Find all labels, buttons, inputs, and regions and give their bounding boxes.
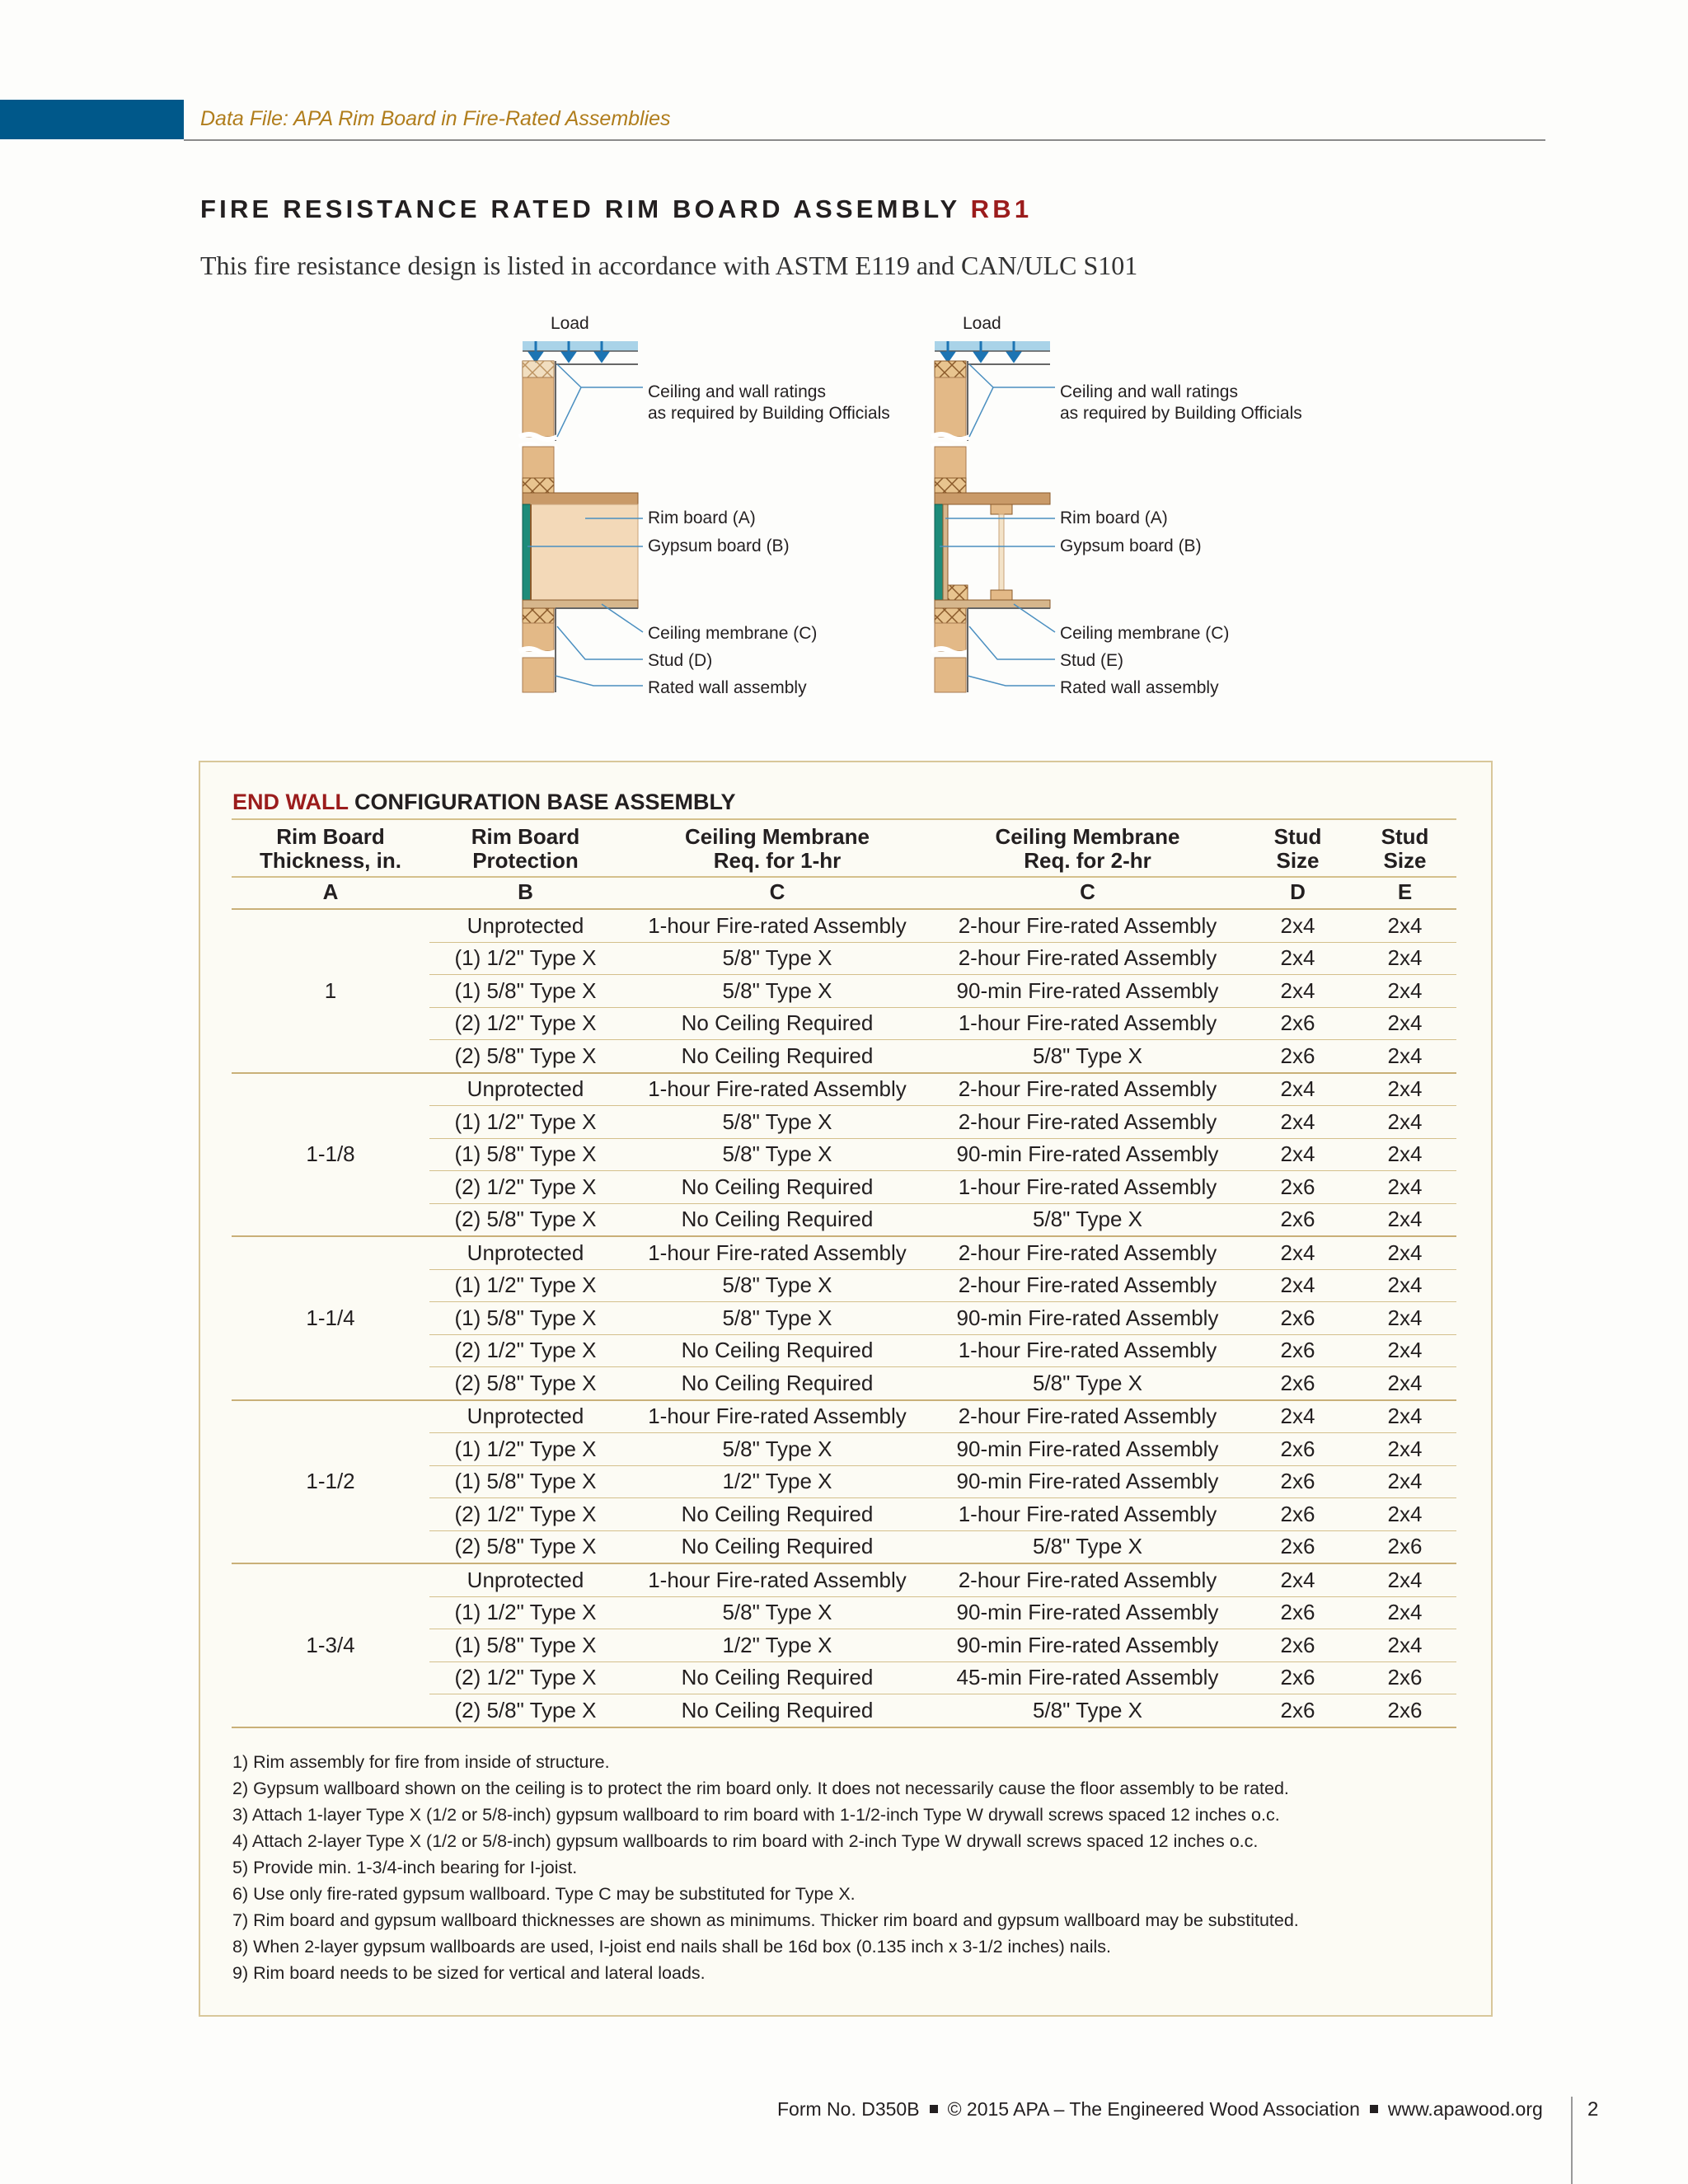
table-cell: Unprotected (429, 1236, 621, 1269)
table-cell: 2-hour Fire-rated Assembly (933, 1269, 1242, 1302)
table-cell: 2x4 (1242, 909, 1353, 942)
diagram-2 (931, 341, 1055, 692)
table-cell: 1-hour Fire-rated Assembly (621, 1236, 933, 1269)
data-file-label: Data File: APA Rim Board in Fire-Rated Assemblies (200, 107, 671, 130)
table-cell: 5/8" Type X (621, 1106, 933, 1139)
table-cell: 1-hour Fire-rated Assembly (933, 1498, 1242, 1531)
table-cell: 2x4 (1353, 1498, 1456, 1531)
column-header: Stud Size (1242, 819, 1353, 877)
table-cell: 2x6 (1242, 1302, 1353, 1335)
diagram-1 (519, 341, 643, 692)
table-cell: (2) 5/8" Type X (429, 1203, 621, 1236)
table-cell: 2x4 (1353, 1465, 1456, 1498)
table-cell: 2x4 (1353, 1367, 1456, 1400)
table-cell: 2x6 (1353, 1661, 1456, 1694)
table-title-highlight: END WALL (232, 790, 349, 814)
table-cell: 2x4 (1353, 1106, 1456, 1139)
header-accent-bar (0, 100, 184, 139)
diagram-2-gypsum-label: Gypsum board (B) (1060, 537, 1202, 555)
table-cell: 1/2" Type X (621, 1465, 933, 1498)
column-letter: C (933, 877, 1242, 909)
table-cell: 90-min Fire-rated Assembly (933, 975, 1242, 1008)
column-header: Ceiling Membrane Req. for 1-hr (621, 819, 933, 877)
table-cell: (2) 5/8" Type X (429, 1040, 621, 1073)
table-cell: 2x4 (1353, 1302, 1456, 1335)
assembly-code: RB1 (970, 194, 1033, 223)
diagram-2-wall-label: Rated wall assembly (1060, 678, 1219, 697)
table-cell: 2x4 (1242, 1563, 1353, 1596)
table-cell: 90-min Fire-rated Assembly (933, 1302, 1242, 1335)
table-cell: 2-hour Fire-rated Assembly (933, 1400, 1242, 1433)
footnote-item: 7) Rim board and gypsum wallboard thicknesses are shown as minimums. Thicker rim board and gypsum wallboard may be substituted. (232, 1910, 1299, 1930)
table-cell: 2-hour Fire-rated Assembly (933, 1106, 1242, 1139)
table-cell: 2x4 (1353, 1138, 1456, 1171)
table-cell: (1) 1/2" Type X (429, 1106, 621, 1139)
table-header-row (232, 819, 1456, 877)
column-header: Ceiling Membrane Req. for 2-hr (933, 819, 1242, 877)
table-cell: 2x4 (1242, 1269, 1353, 1302)
table-cell: 2x4 (1353, 1596, 1456, 1629)
table-cell: 2-hour Fire-rated Assembly (933, 909, 1242, 942)
table-cell: No Ceiling Required (621, 1334, 933, 1367)
header-rule (184, 139, 1545, 141)
diagram-2-ratings-label: Ceiling and wall ratings (1060, 382, 1238, 401)
table-cell: 1-hour Fire-rated Assembly (933, 1007, 1242, 1040)
table-cell: Unprotected (429, 1400, 621, 1433)
bullet-square-icon (1370, 2105, 1378, 2113)
table-cell: (1) 5/8" Type X (429, 1629, 621, 1662)
diagram-1-load-label: Load (551, 314, 589, 333)
table-cell: 2x4 (1353, 1236, 1456, 1269)
column-letter: A (232, 877, 429, 909)
table-cell: 5/8" Type X (933, 1530, 1242, 1563)
table-row (232, 1563, 1456, 1596)
table-cell: 90-min Fire-rated Assembly (933, 1596, 1242, 1629)
table-cell: (2) 1/2" Type X (429, 1171, 621, 1204)
table-cell: 5/8" Type X (933, 1203, 1242, 1236)
copyright: © 2015 APA – The Engineered Wood Association (947, 2098, 1360, 2120)
table-cell: 2x4 (1353, 975, 1456, 1008)
configuration-table (232, 818, 1456, 1728)
table-cell: 2x4 (1353, 1007, 1456, 1040)
table-cell: 1-hour Fire-rated Assembly (621, 909, 933, 942)
table-cell: 2x4 (1353, 1040, 1456, 1073)
table-cell: 2x4 (1242, 1236, 1353, 1269)
table-cell: 2x6 (1242, 1040, 1353, 1073)
table-cell: 90-min Fire-rated Assembly (933, 1629, 1242, 1662)
footnote-item: 6) Use only fire-rated gypsum wallboard. Type C may be substituted for Type X. (232, 1884, 856, 1904)
table-cell: No Ceiling Required (621, 1040, 933, 1073)
table-cell: 2x4 (1353, 909, 1456, 942)
table-cell: 2x4 (1242, 975, 1353, 1008)
table-row (232, 1073, 1456, 1106)
website-link[interactable]: www.apawood.org (1387, 2098, 1543, 2120)
table-cell: 5/8" Type X (621, 1138, 933, 1171)
column-letter: B (429, 877, 621, 909)
table-cell: (1) 1/2" Type X (429, 1433, 621, 1466)
page-title (200, 194, 1032, 224)
table-cell: Unprotected (429, 1073, 621, 1106)
column-header: Stud Size (1353, 819, 1456, 877)
diagram-1-wall-label: Rated wall assembly (648, 678, 807, 697)
table-cell: 2-hour Fire-rated Assembly (933, 942, 1242, 975)
table-cell: No Ceiling Required (621, 1498, 933, 1531)
table-cell: 5/8" Type X (621, 975, 933, 1008)
thickness-cell: 1-3/4 (232, 1563, 429, 1727)
table-cell: No Ceiling Required (621, 1694, 933, 1727)
table-cell: 2x4 (1242, 1073, 1353, 1106)
table-cell: Unprotected (429, 909, 621, 942)
table-cell: 2x4 (1353, 1171, 1456, 1204)
table-cell: 1-hour Fire-rated Assembly (933, 1334, 1242, 1367)
footnotes (232, 1749, 1299, 1986)
diagram-2-ratings-label-2: as required by Building Officials (1060, 404, 1302, 423)
table-cell: 1/2" Type X (621, 1629, 933, 1662)
table-cell: 2x6 (1242, 1171, 1353, 1204)
bullet-square-icon (930, 2105, 938, 2113)
table-cell: 2x4 (1353, 1629, 1456, 1662)
table-cell: 2x4 (1353, 1203, 1456, 1236)
table-cell: 2x4 (1242, 1106, 1353, 1139)
table-cell: 2x4 (1353, 1269, 1456, 1302)
thickness-cell: 1-1/4 (232, 1236, 429, 1400)
footnote-item: 5) Provide min. 1-3/4-inch bearing for I-joist. (232, 1858, 578, 1877)
diagram-2-membrane-label: Ceiling membrane (C) (1060, 624, 1230, 643)
table-cell: (2) 5/8" Type X (429, 1530, 621, 1563)
table-cell: 5/8" Type X (621, 1433, 933, 1466)
table-cell: 2x6 (1242, 1498, 1353, 1531)
footnote-item: 8) When 2-layer gypsum wallboards are used, I-joist end nails shall be 16d box (0.135 inch x 3-1/2 inches) nails. (232, 1937, 1112, 1957)
table-cell: 1-hour Fire-rated Assembly (621, 1073, 933, 1106)
table-cell: (2) 5/8" Type X (429, 1694, 621, 1727)
table-cell: 5/8" Type X (933, 1040, 1242, 1073)
table-cell: 1-hour Fire-rated Assembly (621, 1400, 933, 1433)
table-cell: 2x4 (1242, 1138, 1353, 1171)
table-body (232, 909, 1456, 1727)
table-cell: (2) 1/2" Type X (429, 1498, 621, 1531)
diagram-1-stud-label: Stud (D) (648, 651, 713, 670)
table-cell: 2x6 (1242, 1661, 1353, 1694)
table-cell: 2-hour Fire-rated Assembly (933, 1563, 1242, 1596)
table-cell: (2) 1/2" Type X (429, 1661, 621, 1694)
table-row (232, 1400, 1456, 1433)
page-subtitle: This fire resistance design is listed in accordance with ASTM E119 and CAN/ULC S101 (200, 251, 1138, 280)
table-cell: 90-min Fire-rated Assembly (933, 1465, 1242, 1498)
page-footer (777, 2098, 1543, 2121)
table-cell: (1) 5/8" Type X (429, 1302, 621, 1335)
footer-divider (1571, 2097, 1573, 2184)
table-cell: 2x6 (1353, 1530, 1456, 1563)
footnote-item: 2) Gypsum wallboard shown on the ceiling is to protect the rim board only. It does not necessarily cause the floor assembly to be rated. (232, 1779, 1289, 1798)
form-number: Form No. D350B (777, 2098, 920, 2120)
column-letter: C (621, 877, 933, 909)
thickness-cell: 1-1/8 (232, 1073, 429, 1237)
table-cell: 2x4 (1353, 942, 1456, 975)
table-cell: 2-hour Fire-rated Assembly (933, 1073, 1242, 1106)
title-main: FIRE RESISTANCE RATED RIM BOARD ASSEMBLY (200, 194, 960, 223)
table-cell: 2x4 (1242, 1400, 1353, 1433)
column-letter: E (1353, 877, 1456, 909)
table-cell: 2x4 (1353, 1433, 1456, 1466)
diagram-1-ratings-label-2: as required by Building Officials (648, 404, 890, 423)
table-cell: 2x6 (1242, 1465, 1353, 1498)
table-cell: 2x6 (1242, 1367, 1353, 1400)
footnote-item: 1) Rim assembly for fire from inside of structure. (232, 1752, 610, 1772)
table-cell: 5/8" Type X (621, 1269, 933, 1302)
footnote-item: 4) Attach 2-layer Type X (1/2 or 5/8-inch) gypsum wallboards to rim board with 2-inch Type W drywall screws spaced 12 inches o.c. (232, 1831, 1259, 1851)
table-cell: No Ceiling Required (621, 1367, 933, 1400)
table-cell: (1) 5/8" Type X (429, 1138, 621, 1171)
table-cell: 2x6 (1242, 1007, 1353, 1040)
table-cell: No Ceiling Required (621, 1007, 933, 1040)
diagram-2-rim-label: Rim board (A) (1060, 509, 1168, 527)
table-cell: 5/8" Type X (621, 1302, 933, 1335)
diagram-1-gypsum-label: Gypsum board (B) (648, 537, 790, 555)
table-cell: 2x6 (1242, 1694, 1353, 1727)
table-cell: (1) 1/2" Type X (429, 1269, 621, 1302)
table-cell: (1) 1/2" Type X (429, 1596, 621, 1629)
thickness-cell: 1-1/2 (232, 1400, 429, 1564)
table-cell: 90-min Fire-rated Assembly (933, 1433, 1242, 1466)
table-title (232, 790, 736, 815)
table-cell: 2x6 (1242, 1629, 1353, 1662)
column-header: Rim Board Thickness, in. (232, 819, 429, 877)
table-cell: (1) 1/2" Type X (429, 942, 621, 975)
table-cell: 45-min Fire-rated Assembly (933, 1661, 1242, 1694)
table-cell: 2x6 (1242, 1433, 1353, 1466)
table-cell: No Ceiling Required (621, 1171, 933, 1204)
table-cell: 5/8" Type X (621, 1596, 933, 1629)
table-cell: No Ceiling Required (621, 1203, 933, 1236)
table-cell: 2x6 (1242, 1596, 1353, 1629)
table-cell: 2x6 (1242, 1203, 1353, 1236)
table-cell: 2x4 (1353, 1073, 1456, 1106)
table-cell: 2x6 (1353, 1694, 1456, 1727)
table-cell: 5/8" Type X (621, 942, 933, 975)
footnote-item: 3) Attach 1-layer Type X (1/2 or 5/8-inch) gypsum wallboard to rim board with 1-1/2-inch Type W drywall screws spaced 12 inches o.c. (232, 1805, 1280, 1825)
table-cell: 2x4 (1353, 1563, 1456, 1596)
thickness-cell: 1 (232, 909, 429, 1073)
table-letter-row (232, 877, 1456, 909)
page-number: 2 (1587, 2098, 1599, 2121)
table-row (232, 1236, 1456, 1269)
table-cell: (2) 5/8" Type X (429, 1367, 621, 1400)
table-cell: 1-hour Fire-rated Assembly (621, 1563, 933, 1596)
table-cell: 5/8" Type X (933, 1694, 1242, 1727)
footnote-item: 9) Rim board needs to be sized for vertical and lateral loads. (232, 1963, 706, 1983)
table-cell: (1) 5/8" Type X (429, 1465, 621, 1498)
table-cell: 1-hour Fire-rated Assembly (933, 1171, 1242, 1204)
column-letter: D (1242, 877, 1353, 909)
diagram-1-rim-label: Rim board (A) (648, 509, 756, 527)
table-cell: 5/8" Type X (933, 1367, 1242, 1400)
table-cell: 2-hour Fire-rated Assembly (933, 1236, 1242, 1269)
assembly-diagram-drawings (503, 313, 1409, 709)
table-title-rest: CONFIGURATION BASE ASSEMBLY (348, 790, 736, 814)
table-cell: 2x4 (1353, 1400, 1456, 1433)
column-header: Rim Board Protection (429, 819, 621, 877)
diagram-1-ratings-label: Ceiling and wall ratings (648, 382, 826, 401)
table-cell: (2) 1/2" Type X (429, 1007, 621, 1040)
table-cell: (1) 5/8" Type X (429, 975, 621, 1008)
table-cell: 2x6 (1242, 1530, 1353, 1563)
diagram-1-membrane-label: Ceiling membrane (C) (648, 624, 818, 643)
table-cell: (2) 1/2" Type X (429, 1334, 621, 1367)
table-cell: No Ceiling Required (621, 1530, 933, 1563)
table-cell: Unprotected (429, 1563, 621, 1596)
table-cell: 2x4 (1242, 942, 1353, 975)
table-cell: 2x6 (1242, 1334, 1353, 1367)
table-cell: No Ceiling Required (621, 1661, 933, 1694)
table-cell: 90-min Fire-rated Assembly (933, 1138, 1242, 1171)
diagram-2-stud-label: Stud (E) (1060, 651, 1124, 670)
diagram-2-load-label: Load (963, 314, 1001, 333)
table-row (232, 909, 1456, 942)
table-cell: 2x4 (1353, 1334, 1456, 1367)
